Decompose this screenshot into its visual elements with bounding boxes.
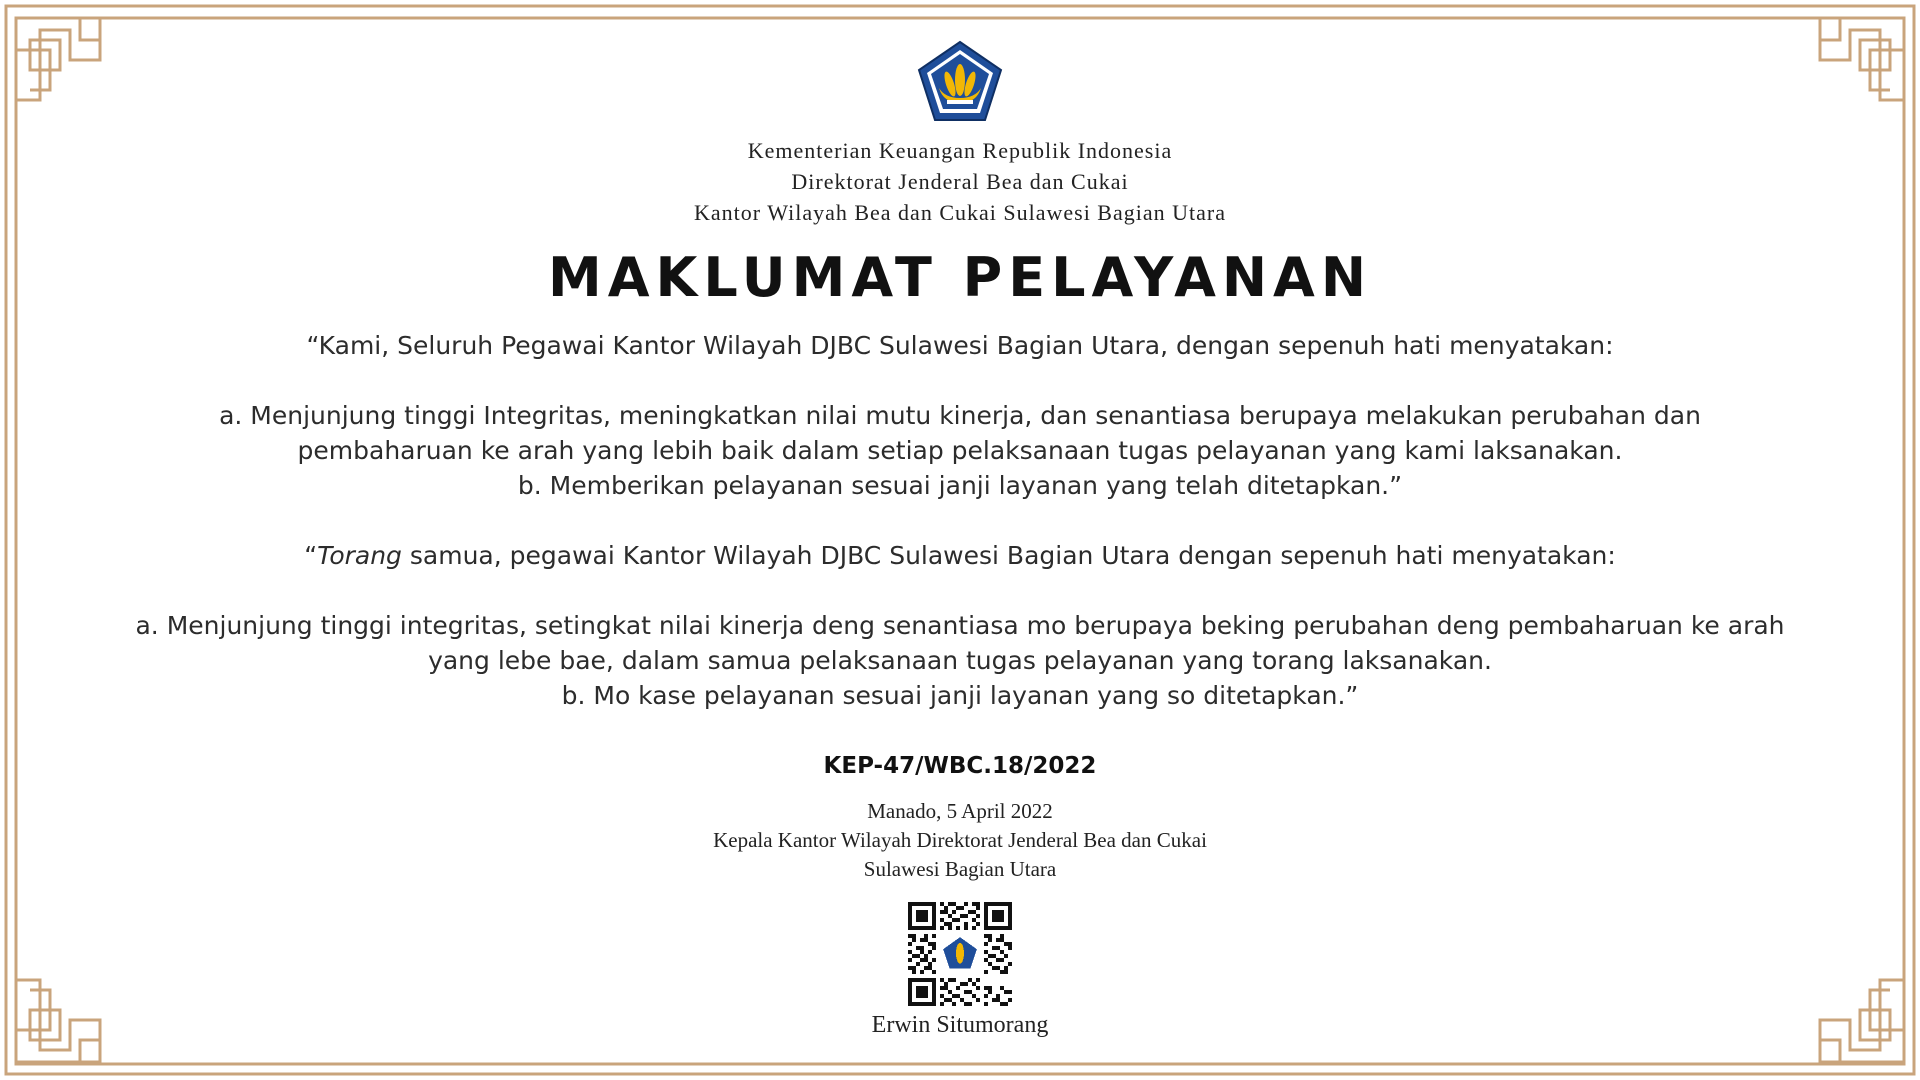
declaration-manado-intro-text: samua, pegawai Kantor Wilayah DJBC Sulawesi Bagian Utara dengan sepenuh hati menyatakan: [401,541,1616,570]
directorate-name: Direktorat Jenderal Bea dan Cukai [791,169,1129,194]
declaration-manado-point-a-line1: a. Menjunjung tinggi integritas, setingkat nilai kinerja deng senantiasa mo berupaya beking perubahan deng pembaharuan ke arah [135,611,1785,640]
office-name: Kantor Wilayah Bea dan Cukai Sulawesi Bagian Utara [694,200,1226,225]
page-title: MAKLUMAT PELAYANAN [547,246,1373,309]
declaration-point-a-line1: a. Menjunjung tinggi Integritas, meningkatkan nilai mutu kinerja, dan senantiasa berupaya melakukan perubahan dan [219,401,1701,430]
signer-position-line1: Kepala Kantor Wilayah Direktorat Jenderal Bea dan Cukai [713,828,1207,852]
declaration-manado-point-b: b. Mo kase pelayanan sesuai janji layanan yang so ditetapkan.” [561,681,1359,710]
declaration-manado-open-quote: “ [304,541,318,570]
decree-number: KEP-47/WBC.18/2022 [823,753,1097,779]
signer-name: Erwin Situmorang [871,1012,1049,1038]
ministry-name: Kementerian Keuangan Republik Indonesia [747,138,1173,163]
declaration-manado-torang: Torang [317,541,402,570]
signer-position-line2: Sulawesi Bagian Utara [863,857,1057,881]
signature-qr-code [908,902,1012,1006]
declaration-manado-intro [0,539,1920,573]
declaration-point-b: b. Memberikan pelayanan sesuai janji layanan yang telah ditetapkan.” [517,471,1403,500]
place-date: Manado, 5 April 2022 [867,799,1053,823]
declaration-manado-point-a-line2: yang lebe bae, dalam samua pelaksanaan tugas pelayanan yang torang laksanakan. [428,646,1492,675]
declaration-intro: “Kami, Seluruh Pegawai Kantor Wilayah DJBC Sulawesi Bagian Utara, dengan sepenuh hati menyatakan: [306,331,1614,360]
declaration-point-a-line2: pembaharuan ke arah yang lebih baik dalam setiap pelaksanaan tugas pelayanan yang kami laksanakan. [297,436,1623,465]
kementerian-keuangan-logo [917,40,1003,124]
